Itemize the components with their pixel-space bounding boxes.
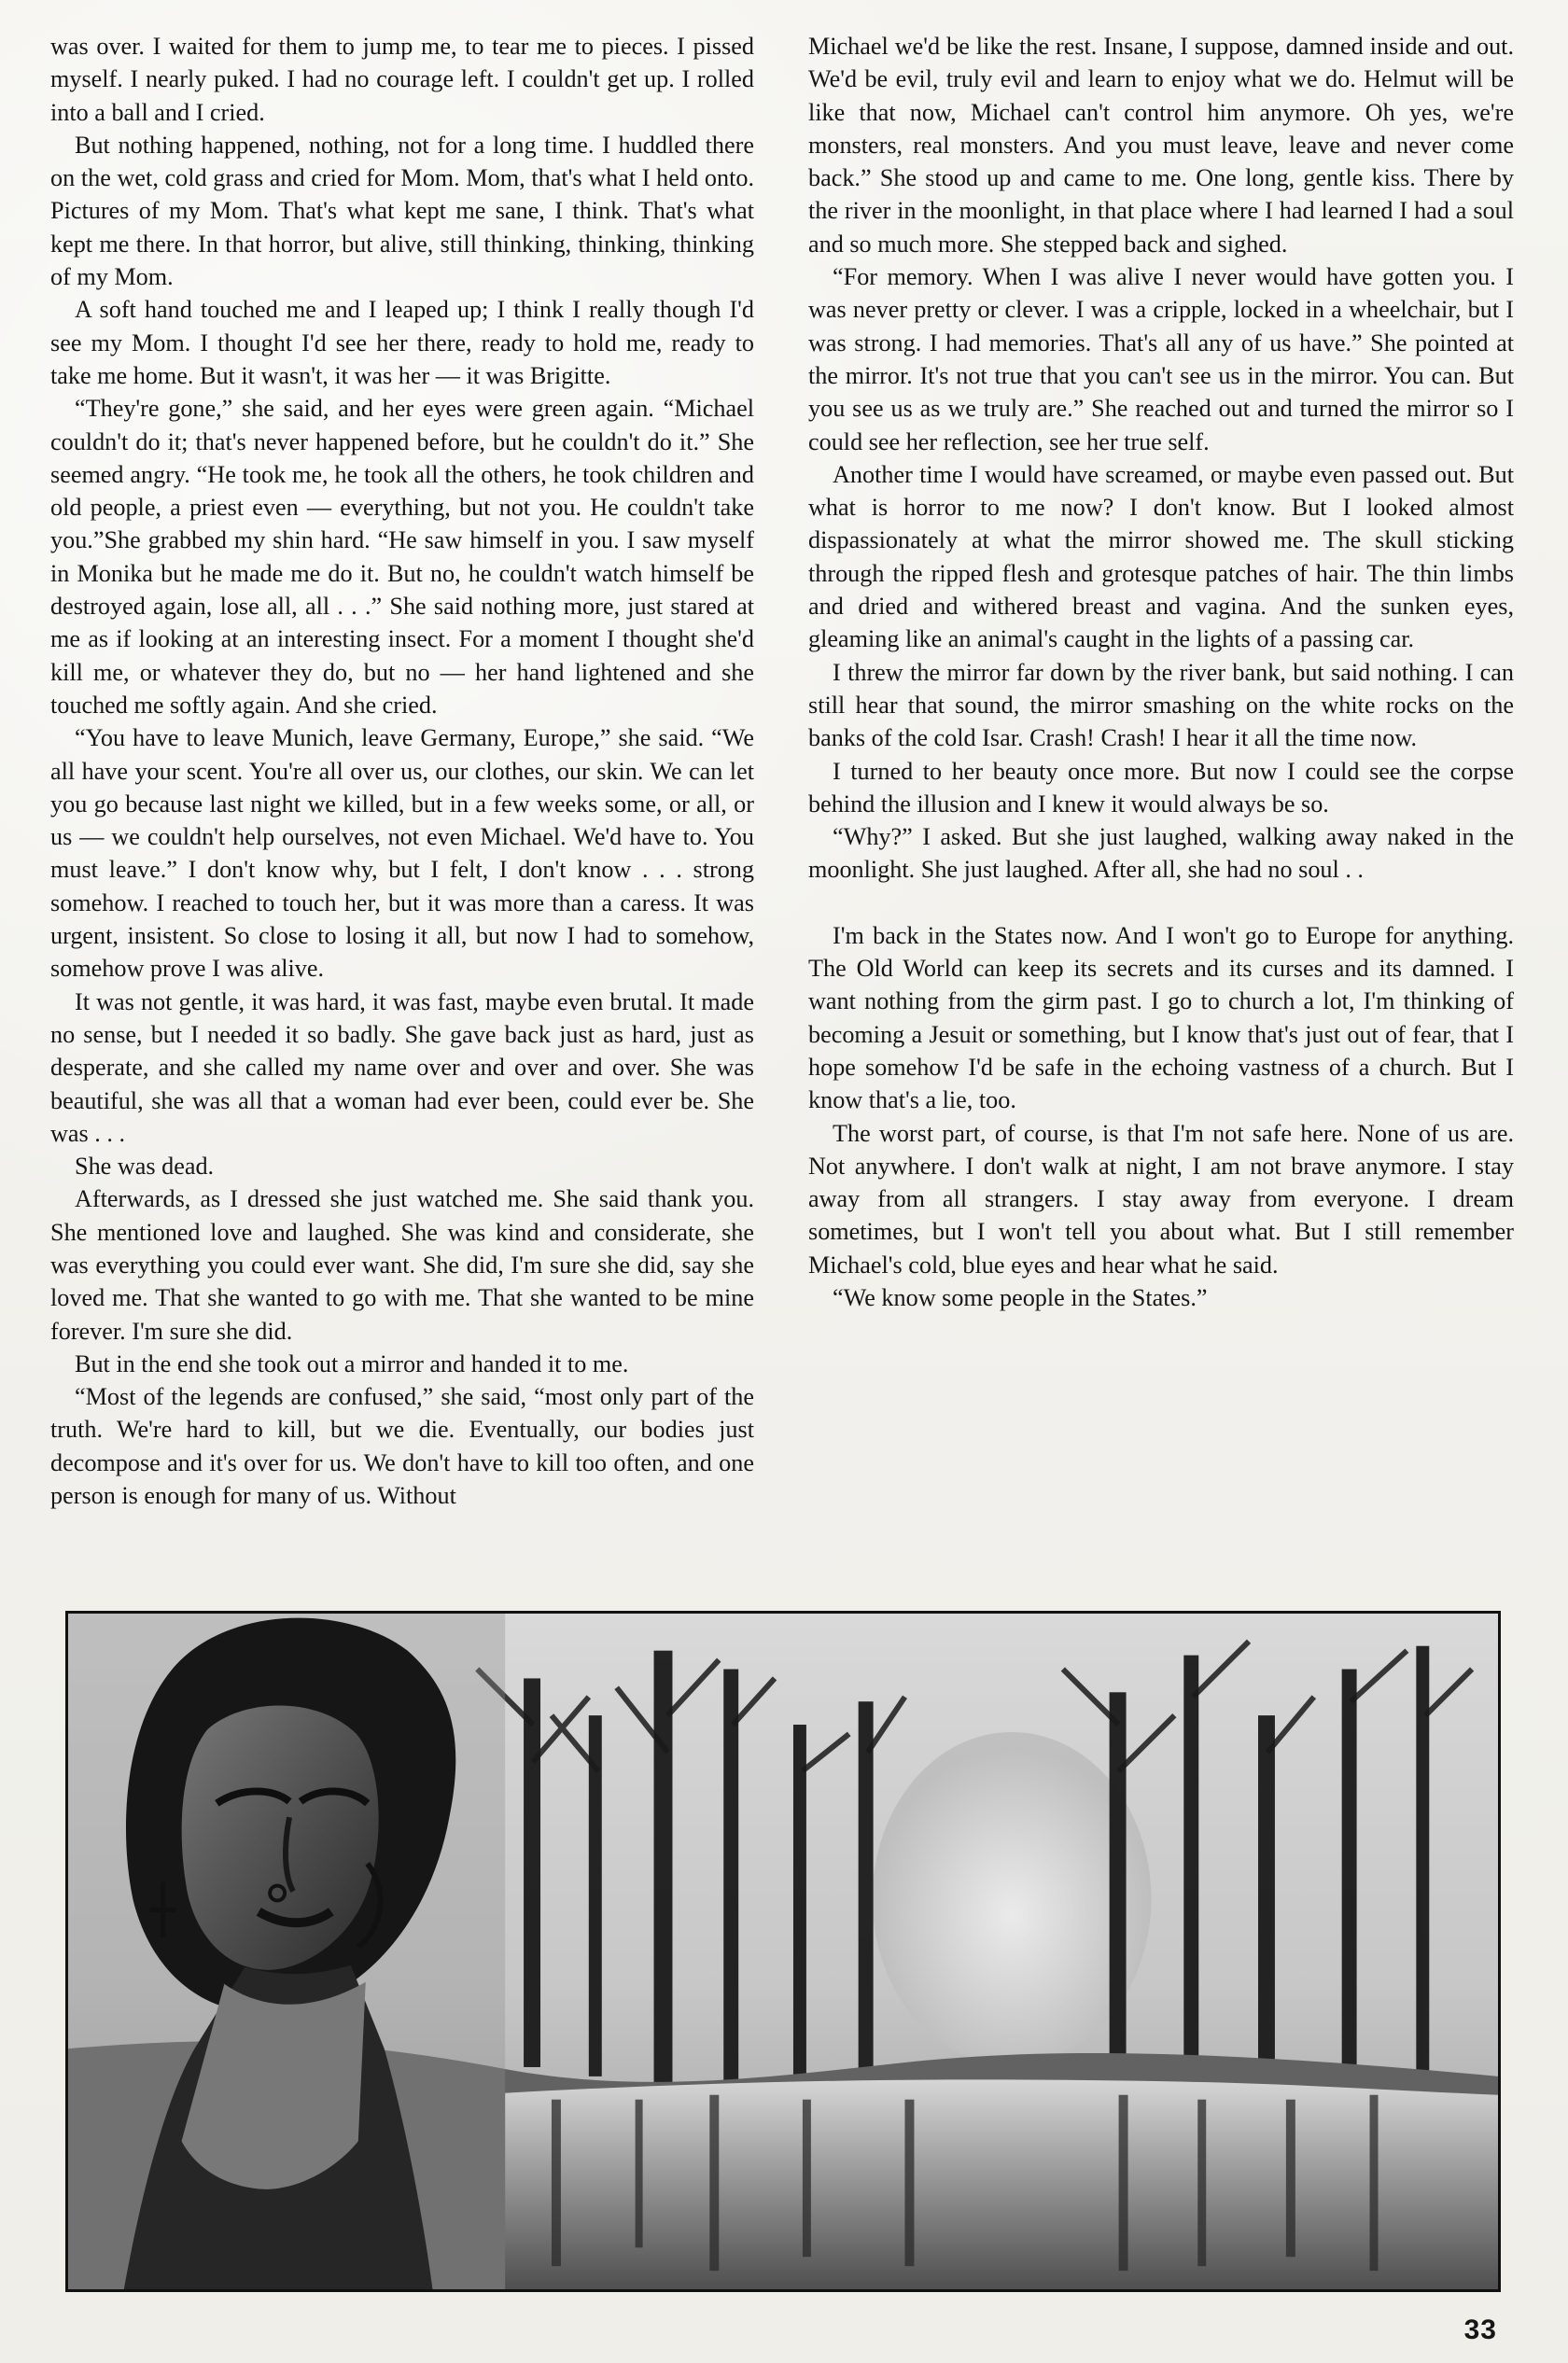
river-reflection	[505, 2079, 1498, 2289]
left-paragraph-8: Afterwards, as I dressed she just watched me. She said thank you. She mentioned love and laughed. She was kind and considerate, she was everything you could ever want. She did, I'm sure she did, say she loved me. That she wanted to go with me. That she wanted to be mine forever. I'm sure she did.	[50, 1185, 754, 1345]
left-paragraph-3: A soft hand touched me and I leaped up; I think I really though I'd see my Mom. I thought I'd see her there, ready to hold me, ready to take me home. But it wasn't, it was her — it was Brigitte.	[50, 296, 754, 389]
right-paragraph-2: “For memory. When I was alive I never would have gotten you. I was never pretty or clever. I was a cripple, locked in a wheelchair, but I was strong. I had memories. That's all any of us have.” She pointed at the mirror. It's not true that you can't see us in the mirror. You can. But you see us as we truly are.” She reached out and turned the mirror so I could see her reflection, see her true self.	[808, 263, 1514, 455]
story-illustration	[65, 1611, 1501, 2292]
left-paragraph-7: She was dead.	[75, 1153, 215, 1181]
right-paragraph-3: Another time I would have screamed, or maybe even passed out. But what is horror to me now? I don't know. But I looked almost dispassionately at what the mirror showed me. The skull sticking through the ripped flesh and grotesque patches of hair. The thin limbs and dried and withered breast and vagina. And the sunken eyes, gleaming like an animal's caught in the lights of a passing car.	[808, 460, 1514, 653]
illustration-artwork	[68, 1614, 1498, 2289]
right-paragraph-9: “We know some people in the States.”	[833, 1283, 1208, 1311]
misty-light	[873, 1732, 1152, 2065]
page-number: 33	[1463, 2314, 1497, 2345]
right-paragraph-7: I'm back in the States now. And I won't go to Europe for anything. The Old World can keep its secrets and its curses and its damned. I want nothing from the girm past. I go to church a lot, I'm thinking of becoming a Jesuit or something, but I know that's just out of fear, that I hope somehow I'd be safe in the echoing vastness of a church. But I know that's a lie, too.	[808, 921, 1514, 1114]
left-column	[50, 30, 754, 1512]
left-paragraph-5: “You have to leave Munich, leave Germany, Europe,” she said. “We all have your scent. You're all over us, our clothes, our skin. We can let you go because last night we killed, but in a few weeks some, or all, or us — we couldn't help ourselves, not even Michael. We'd have to. You must leave.” I don't know why, but I felt, I don't know . . . strong somehow. I reached to touch her, but it was more than a caress. It was urgent, insistent. So close to losing it all, but now I had to somehow, somehow prove I was alive.	[50, 724, 754, 983]
right-paragraph-4: I threw the mirror far down by the river bank, but said nothing. I can still hear that sound, the mirror smashing on the white rocks on the banks of the cold Isar. Crash! Crash! I hear it all the time now.	[808, 658, 1514, 752]
right-paragraph-8: The worst part, of course, is that I'm not safe here. None of us are. Not anywhere. I don't walk at night, I am not brave anymore. I stay away from all strangers. I stay away from everyone. I dream sometimes, but I won't tell you about what. But I still remember Michael's cold, blue eyes and hear what he said.	[808, 1119, 1514, 1279]
left-paragraph-2: But nothing happened, nothing, not for a long time. I huddled there on the wet, cold grass and cried for Mom. Mom, that's what I held onto. Pictures of my Mom. That's what kept me sane, I think. That's what kept me there. In that horror, but alive, still thinking, thinking, thinking of my Mom.	[50, 131, 754, 291]
right-paragraph-5: I turned to her beauty once more. But now I could see the corpse behind the illusion and I knew it would always be so.	[808, 757, 1514, 818]
left-paragraph-10: “Most of the legends are confused,” she said, “most only part of the truth. We're hard to kill, but we die. Eventually, our bodies just decompose and it's over for us. We don't have to kill too often, and one person is enough for many of us. Without	[50, 1383, 754, 1510]
left-paragraph-1: was over. I waited for them to jump me, to tear me to pieces. I pissed myself. I nearly puked. I had no courage left. I couldn't get up. I rolled into a ball and I cried.	[50, 33, 754, 126]
left-paragraph-6: It was not gentle, it was hard, it was fast, maybe even brutal. It made no sense, but I needed it so badly. She gave back just as hard, just as desperate, and she called my name over and over and over. She was beautiful, she was all that a woman had ever been, could ever be. She was . . .	[50, 987, 754, 1147]
section-break	[808, 887, 1514, 919]
right-paragraph-1: Michael we'd be like the rest. Insane, I suppose, damned inside and out. We'd be evil, truly evil and learn to enjoy what we do. Helmut will be like that now, Michael can't control him anymore. Oh yes, we're monsters, real monsters. And you must leave, leave and never come back.” She stood up and came to me. One long, gentle kiss. There by the river in the moonlight, in that place where I had learned I had a soul and so much more. She stepped back and sighed.	[808, 33, 1514, 258]
left-paragraph-4: “They're gone,” she said, and her eyes were green again. “Michael couldn't do it; that's never happened before, but he couldn't do it.” She seemed angry. “He took me, he took all the others, he took children and old people, a priest even — everything, but not you. He couldn't take you.”She grabbed my shin hard. “He saw himself in you. I saw myself in Monika but he made me do it. But no, he couldn't watch himself be destroyed again, lose all, all . . .” She said nothing more, just stared at me as if looking at an interesting insect. For a moment I thought she'd kill me, or whatever they do, but no — her hand lightened and she touched me softly again. And she cried.	[50, 395, 754, 719]
right-paragraph-6: “Why?” I asked. But she just laughed, walking away naked in the moonlight. She just laughed. After all, she had no soul . .	[808, 823, 1514, 884]
left-paragraph-9: But in the end she took out a mirror and handed it to me.	[75, 1349, 629, 1377]
right-column	[808, 30, 1514, 1314]
